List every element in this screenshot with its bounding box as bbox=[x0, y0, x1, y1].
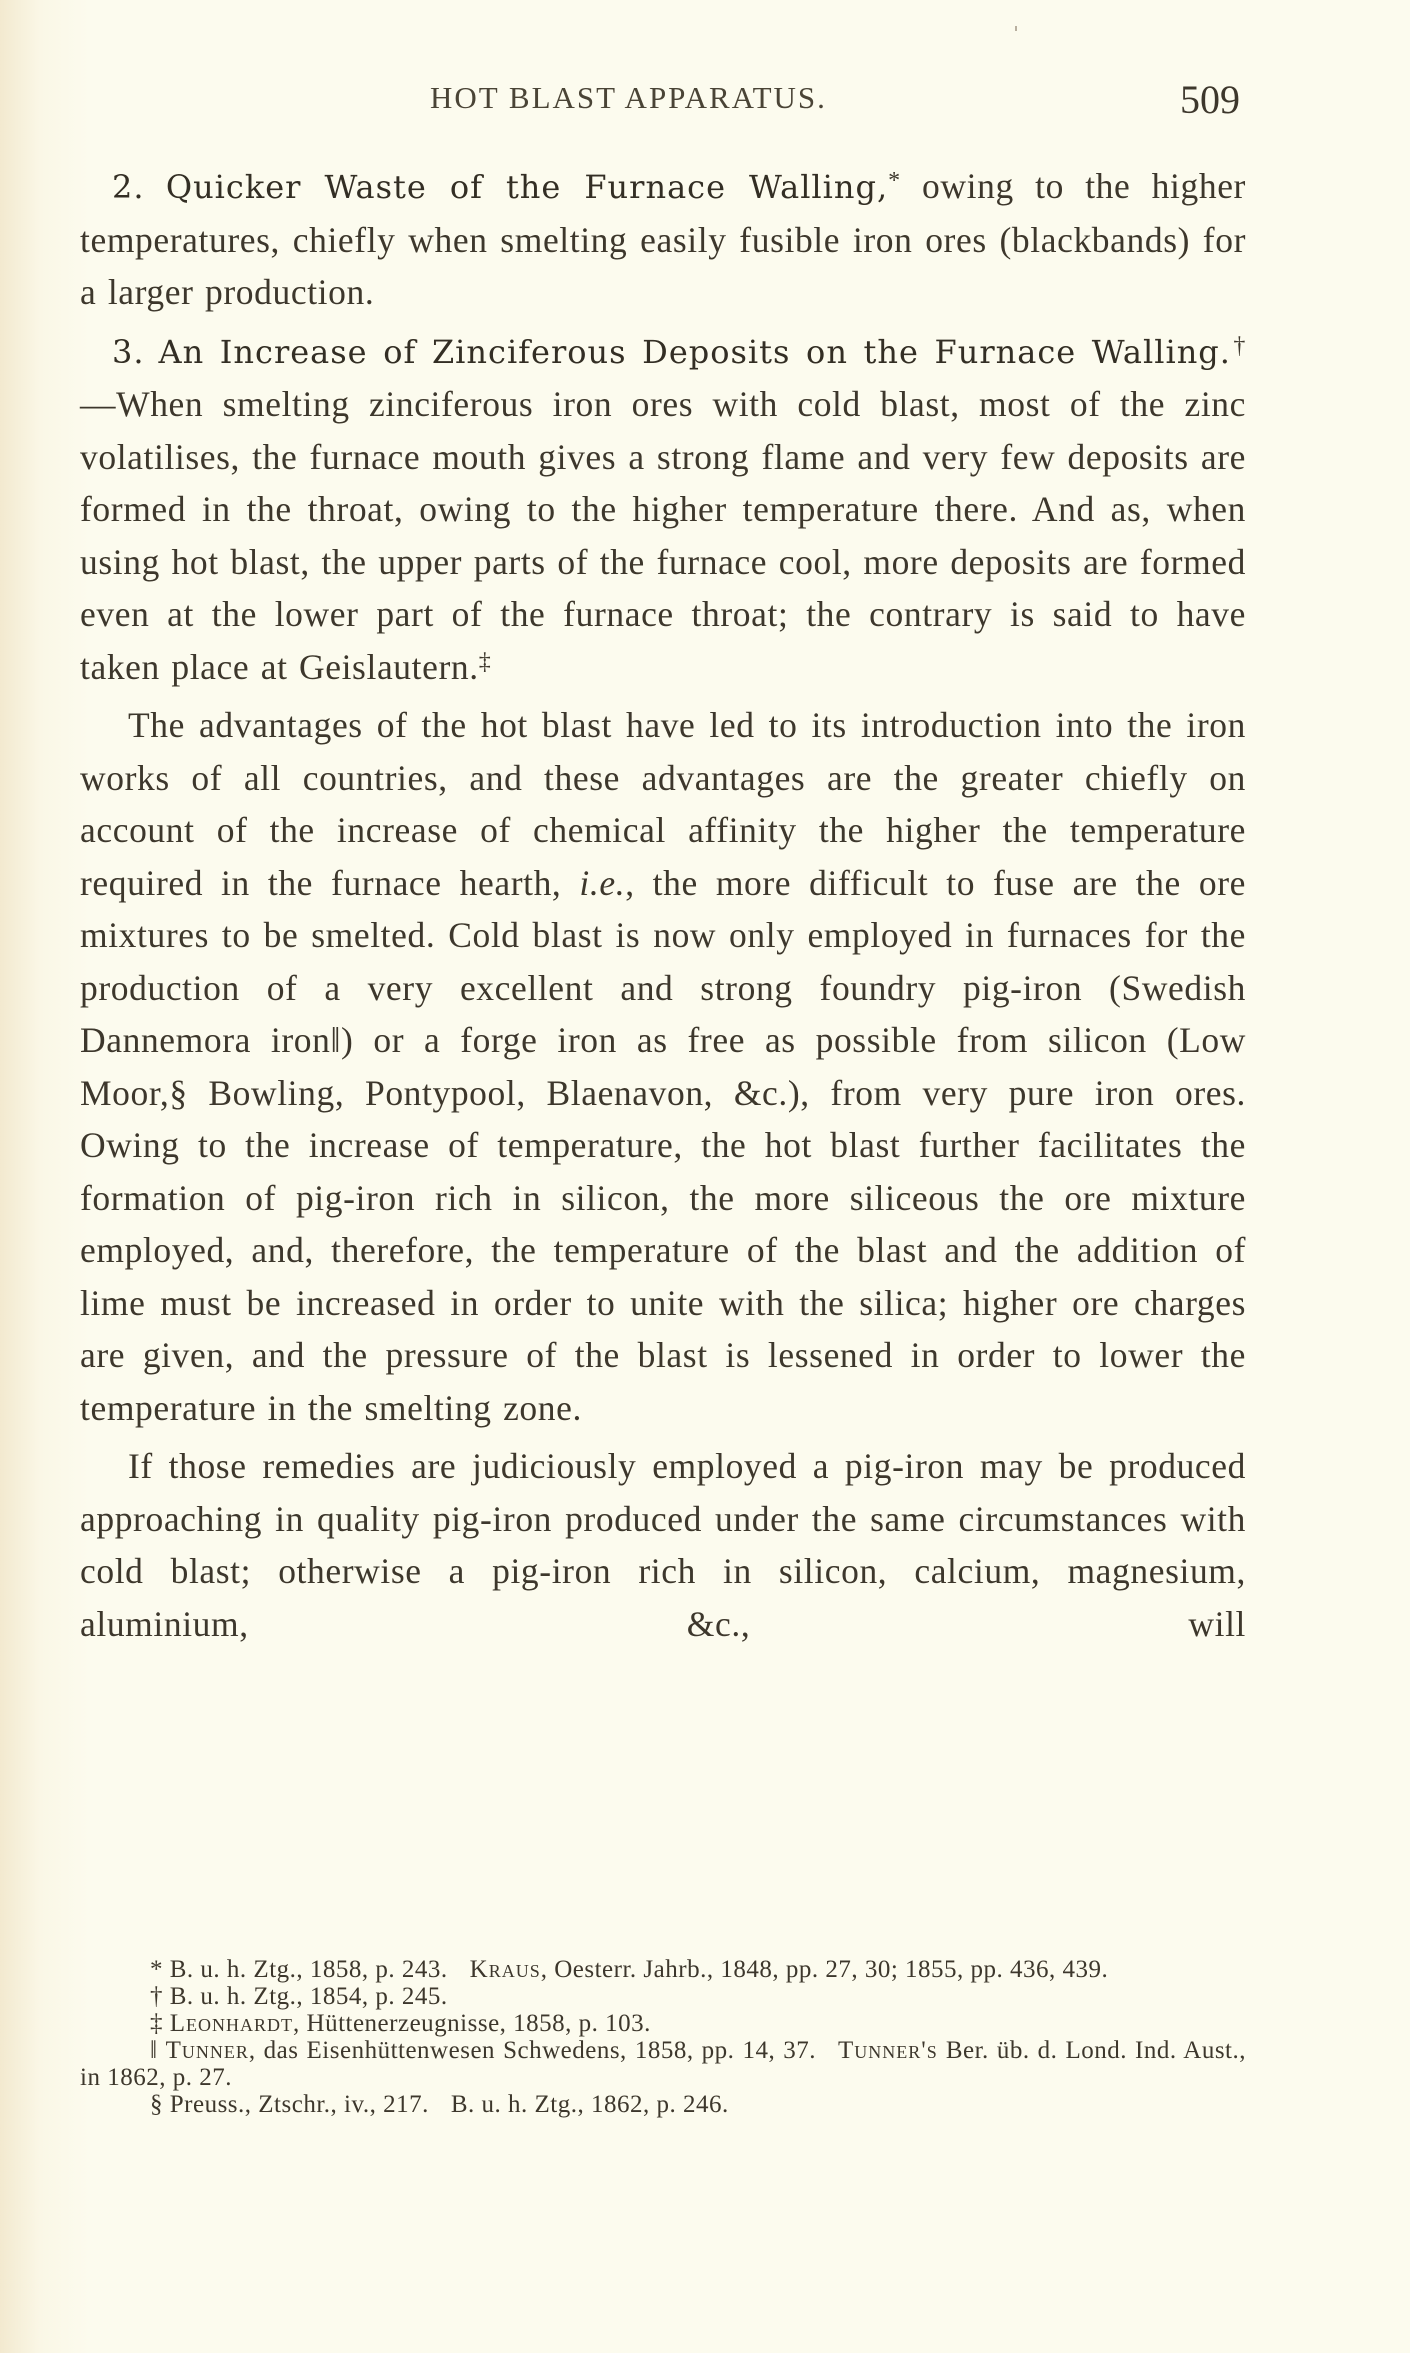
footnote-text: B. u. h. Ztg., 1854, p. 245. bbox=[169, 1983, 448, 2010]
footnote-text: , Oesterr. Jahrb., 1848, pp. 27, 30; 1855, pp. 436, 439. bbox=[540, 1956, 1109, 1983]
footnote-author: Tunner's bbox=[838, 2037, 938, 2064]
footnote-text: , das Eisenhüttenwesen Schwedens, 1858, pp. 14, 37. bbox=[248, 2037, 816, 2064]
paragraph-text: ) or a forge iron as free as possible from silicon (Low Moor, bbox=[80, 1020, 1246, 1113]
footnote-parallel bbox=[80, 2037, 1246, 2091]
footnote-text: Ber. üb. d. Lond. Ind. Aust., in 1862, p. 27. bbox=[80, 2037, 1246, 2091]
footnote-mark: † bbox=[150, 1983, 163, 2010]
paragraph-text: The advantages of the hot blast have led to its introduction into the iron works of all countries, and these advantages are the greater chiefly on account of the increase of chemical affinity the higher the temperature required in the furnace hearth, bbox=[80, 705, 1246, 903]
footnote-mark: ‡ bbox=[150, 2010, 163, 2037]
footnotes bbox=[80, 1956, 1246, 2118]
item-number: 2. bbox=[112, 168, 145, 206]
paragraph-zinciferous-deposits bbox=[80, 325, 1246, 694]
footnote-dagger bbox=[80, 1983, 1246, 2010]
paragraph-remedies bbox=[80, 1440, 1246, 1650]
footnote-section bbox=[80, 2091, 1246, 2118]
footnote-author: Leonhardt bbox=[169, 2010, 294, 2037]
item-heading: An Increase of Zinciferous Deposits on the Furnace Walling. bbox=[158, 332, 1231, 371]
paragraph-text: owing to the higher temperatures, chiefly when smelting easily fusible iron ores (blackbands) for a larger production. bbox=[80, 166, 1246, 312]
footnote-ref-parallel[interactable]: ‖ bbox=[330, 1020, 342, 1060]
paragraph-advantages bbox=[80, 699, 1246, 1434]
footnote-asterisk bbox=[80, 1956, 1246, 1983]
scan-speck bbox=[1015, 26, 1017, 31]
italic-abbrev: i.e. bbox=[579, 862, 626, 903]
paragraph-text: —When smelting zinciferous iron ores with cold blast, most of the zinc volatilises, the furnace mouth gives a strong flame and very few deposits are formed in the throat, owing to the higher temperature there. And as, when using hot blast, the upper parts of the furnace cool, more deposits are formed even at the lower part of the furnace throat; the contrary is said to have taken place at Geislautern. bbox=[80, 384, 1246, 687]
footnote-author: Tunner bbox=[165, 2037, 249, 2064]
footnote-ref-asterisk[interactable]: * bbox=[888, 168, 901, 194]
running-title: HOT BLAST APPARATUS. bbox=[430, 80, 827, 115]
body-text bbox=[80, 160, 1246, 1650]
paragraph-text: If those remedies are judiciously employed a pig-iron may be produced approaching in quality pig-iron produced under the same circumstances with cold blast; otherwise a pig-iron rich in silicon, calcium, magnesium, aluminium, &c., will bbox=[80, 1446, 1246, 1644]
item-heading: Quicker Waste of the Furnace Walling, bbox=[165, 168, 889, 206]
footnote-text: Preuss., Ztschr., iv., 217. bbox=[169, 2091, 429, 2118]
item-number: 3. bbox=[112, 332, 145, 371]
page-number: 509 bbox=[1180, 77, 1240, 122]
paragraph-quicker-waste bbox=[80, 160, 1246, 319]
footnote-ref-dagger[interactable]: † bbox=[1230, 332, 1247, 359]
footnote-mark: § bbox=[150, 2091, 163, 2118]
footnote-mark: ‖ bbox=[150, 2037, 158, 2064]
paragraph-text: Bowling, Pontypool, Blaenavon, &c.), from very pure iron ores. Owing to the increase of temperature, the hot blast further facilitates the formation of pig-iron rich in silicon, the more siliceous the ore mixture employed, and, therefore, the temperature of the blast and the addition of lime must be increased in order to unite with the silica; higher ore charges are given, and the pressure of the blast is lessened in order to lower the temperature in the smelting zone. bbox=[80, 1072, 1246, 1428]
paragraph-text: , the more difficult to fuse are the ore mixtures to be smelted. Cold blast is now only employed in furnaces for the production of a very excellent and strong foundry pig-iron (Swedish Dannemora iron bbox=[80, 862, 1246, 1060]
footnote-mark: * bbox=[150, 1956, 163, 1983]
footnote-ref-section[interactable]: § bbox=[169, 1072, 188, 1113]
footnote-ref-double-dagger[interactable]: ‡ bbox=[478, 648, 492, 675]
footnote-double-dagger bbox=[80, 2010, 1246, 2037]
running-head bbox=[80, 77, 1246, 130]
footnote-text: B. u. h. Ztg., 1862, p. 246. bbox=[450, 2091, 729, 2118]
footnote-text: B. u. h. Ztg., 1858, p. 243. bbox=[169, 1956, 448, 1983]
footnote-author: Kraus bbox=[469, 1956, 541, 1983]
footnote-text: , Hüttenerzeugnisse, 1858, p. 103. bbox=[293, 2010, 651, 2037]
